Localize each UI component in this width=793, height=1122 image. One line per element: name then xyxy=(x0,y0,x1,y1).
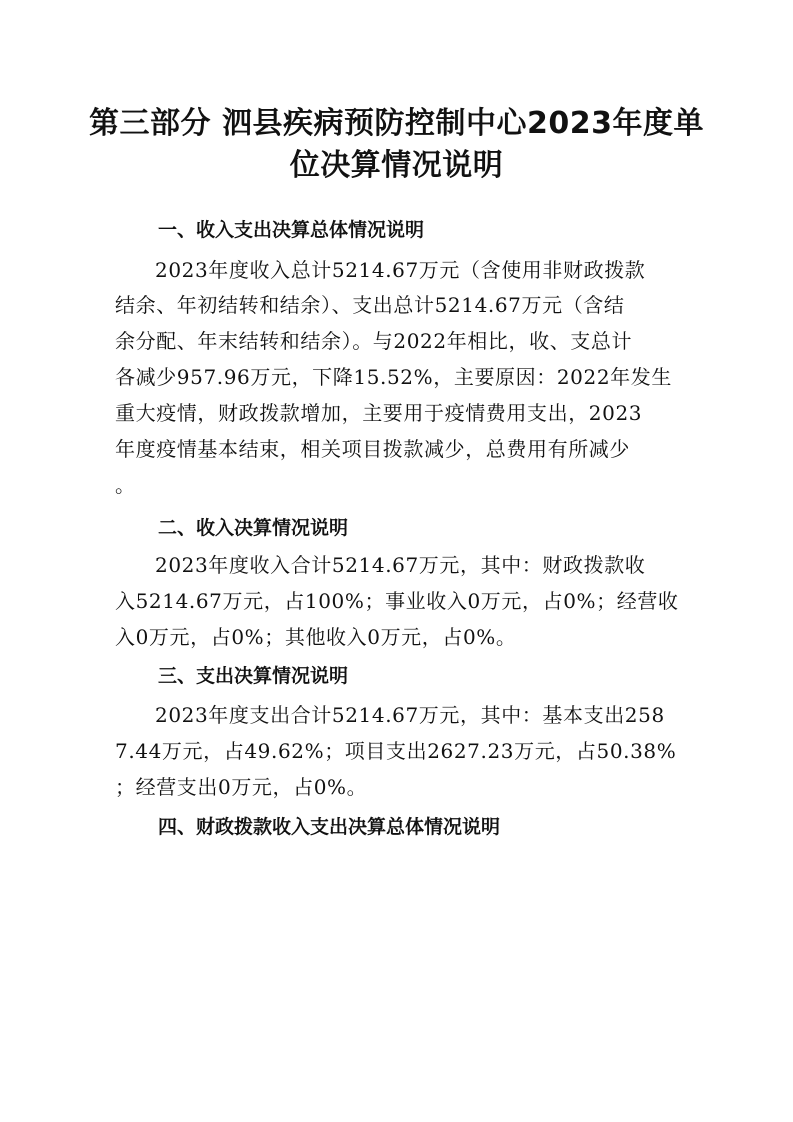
paragraph-line: 各减少957.96万元，下降15.52%，主要原因：2022年发生 xyxy=(115,365,672,389)
document-title-line-1: 第三部分 泗县疾病预防控制中心2023年度单 xyxy=(89,106,704,141)
section-heading-income: 二、收入决算情况说明 xyxy=(158,517,349,539)
paragraph-line: 入0万元，占0%；其他收入0万元，占0%。 xyxy=(115,625,517,649)
paragraph-line: 7.44万元，占49.62%；项目支出2627.23万元，占50.38% xyxy=(115,739,677,763)
paragraph-line: 。 xyxy=(115,473,136,497)
paragraph-line: 年度疫情基本结束，相关项目拨款减少，总费用有所减少 xyxy=(115,437,630,461)
document-title-line-2: 位决算情况说明 xyxy=(289,148,504,183)
paragraph-line: 结余、年初结转和结余）、支出总计5214.67万元（含结 xyxy=(115,293,625,317)
paragraph-line: 入5214.67万元，占100%；事业收入0万元，占0%；经营收 xyxy=(115,589,679,613)
section-heading-expenditure: 三、支出决算情况说明 xyxy=(158,665,349,687)
section-heading-fiscal-appropriation: 四、财政拨款收入支出决算总体情况说明 xyxy=(158,816,501,838)
paragraph-line: 2023年度收入合计5214.67万元，其中：财政拨款收 xyxy=(155,553,646,577)
section-heading-income-expenditure-overview: 一、收入支出决算总体情况说明 xyxy=(158,219,425,241)
paragraph-line: 2023年度收入总计5214.67万元（含使用非财政拨款 xyxy=(155,258,646,282)
paragraph-line: 重大疫情，财政拨款增加，主要用于疫情费用支出，2023 xyxy=(115,401,643,425)
paragraph-line: 余分配、年末结转和结余）。与2022年相比，收、支总计 xyxy=(115,329,633,353)
paragraph-line: ；经营支出0万元，占0%。 xyxy=(115,775,368,799)
paragraph-line: 2023年度支出合计5214.67万元，其中：基本支出258 xyxy=(155,703,665,727)
